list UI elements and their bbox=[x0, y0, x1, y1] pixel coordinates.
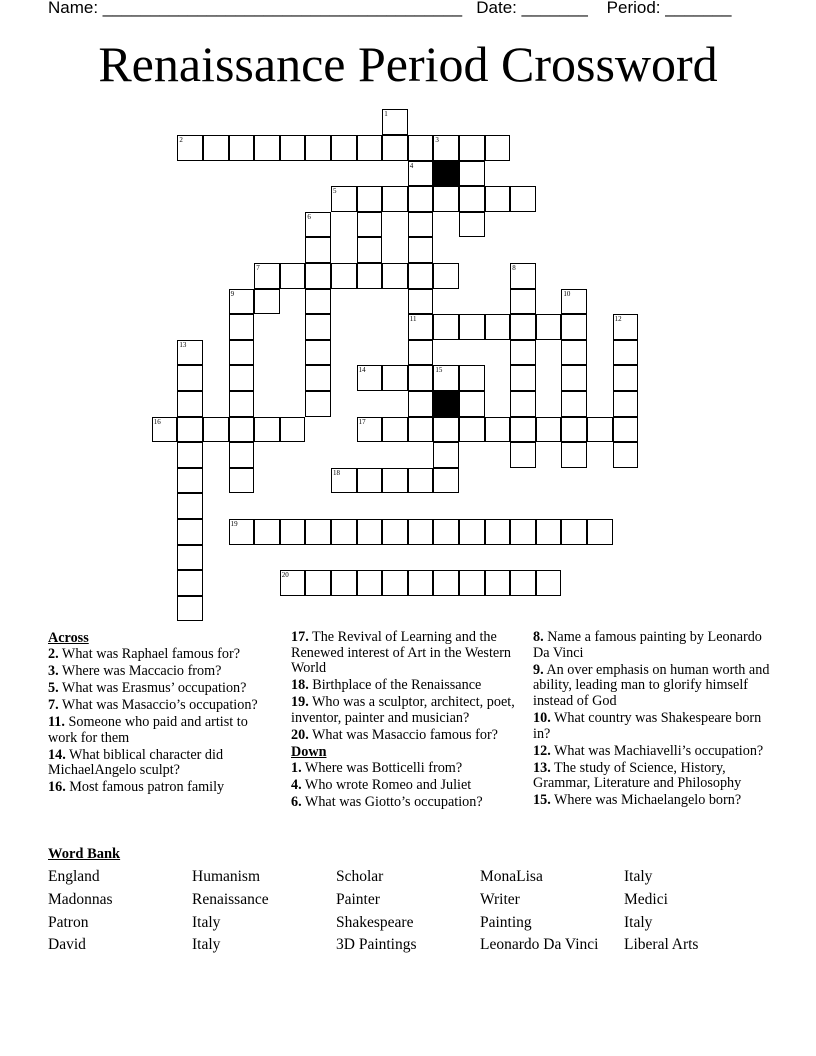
grid-cell[interactable] bbox=[305, 263, 331, 289]
grid-cell[interactable] bbox=[408, 365, 434, 391]
grid-cell[interactable] bbox=[587, 417, 613, 443]
grid-cell[interactable] bbox=[305, 237, 331, 263]
clue-item-number: 20. bbox=[291, 727, 309, 744]
grid-cell[interactable] bbox=[177, 570, 203, 596]
clue-item bbox=[291, 695, 523, 726]
grid-cell[interactable] bbox=[203, 135, 229, 161]
clue-item bbox=[48, 780, 276, 796]
clue-item-text: An over emphasis on human worth and ability, leading man to glorify himself instead of God bbox=[533, 661, 770, 709]
grid-cell[interactable] bbox=[459, 519, 485, 545]
clue-number: 10 bbox=[563, 289, 571, 298]
clue-item-text: Where was Botticelli from? bbox=[301, 759, 463, 776]
grid-cell[interactable] bbox=[382, 109, 408, 135]
grid-cell[interactable] bbox=[280, 417, 306, 443]
clue-item-text: Someone who paid and artist to work for them bbox=[48, 713, 248, 746]
clue-item-number: 14. bbox=[48, 746, 66, 763]
grid-cell[interactable] bbox=[433, 442, 459, 468]
clue-number: 6 bbox=[307, 212, 311, 221]
grid-cell[interactable] bbox=[357, 263, 383, 289]
grid-cell[interactable] bbox=[408, 289, 434, 315]
word-bank-word: Patron bbox=[48, 914, 89, 931]
clue-item-number: 6. bbox=[291, 793, 302, 810]
grid-cell[interactable] bbox=[408, 186, 434, 212]
grid-cell[interactable] bbox=[408, 135, 434, 161]
grid-cell[interactable] bbox=[408, 237, 434, 263]
grid-cell[interactable] bbox=[229, 135, 255, 161]
grid-cell[interactable] bbox=[408, 391, 434, 417]
grid-cell[interactable] bbox=[357, 237, 383, 263]
grid-cell[interactable] bbox=[254, 417, 280, 443]
grid-cell[interactable] bbox=[433, 135, 459, 161]
grid-cell[interactable] bbox=[177, 391, 203, 417]
grid-cell[interactable] bbox=[510, 263, 536, 289]
clue-item bbox=[48, 715, 276, 746]
grid-cell[interactable] bbox=[408, 263, 434, 289]
clue-number: 7 bbox=[256, 264, 260, 272]
grid-cell[interactable] bbox=[382, 365, 408, 391]
grid-cell[interactable] bbox=[459, 186, 485, 212]
grid-cell[interactable] bbox=[305, 365, 331, 391]
grid-cell[interactable] bbox=[433, 365, 459, 391]
word-bank-word: Shakespeare bbox=[336, 914, 414, 931]
grid-cell[interactable] bbox=[408, 212, 434, 238]
down-clue-list bbox=[291, 761, 523, 811]
grid-cell[interactable] bbox=[254, 519, 280, 545]
clue-item-text: Most famous patron family bbox=[65, 779, 225, 796]
page-title: Renaissance Period Crossword bbox=[98, 36, 718, 92]
clue-item-text: What country was Shakespeare born in? bbox=[533, 709, 762, 742]
word-bank-word: David bbox=[48, 936, 86, 953]
grid-cell-black bbox=[433, 161, 459, 187]
clue-item bbox=[291, 778, 523, 794]
word-bank-title: Word Bank bbox=[48, 846, 121, 862]
word-bank-word: Painter bbox=[336, 891, 380, 908]
grid-cell[interactable] bbox=[510, 442, 536, 468]
clue-item bbox=[533, 663, 773, 710]
grid-cell[interactable] bbox=[382, 570, 408, 596]
grid-cell[interactable] bbox=[561, 442, 587, 468]
grid-cell[interactable] bbox=[254, 289, 280, 315]
clue-item-text: What was Erasmus’ occupation? bbox=[58, 679, 247, 696]
grid-cell[interactable] bbox=[510, 289, 536, 315]
clue-item-number: 13. bbox=[533, 759, 551, 776]
grid-cell[interactable] bbox=[382, 135, 408, 161]
grid-cell[interactable] bbox=[280, 519, 306, 545]
grid-cell[interactable] bbox=[485, 135, 511, 161]
grid-cell[interactable] bbox=[382, 417, 408, 443]
grid-cell[interactable] bbox=[613, 365, 639, 391]
clue-item-text: The Revival of Learning and the Renewed interest of Art in the Western World bbox=[291, 629, 512, 677]
word-bank-word: Leonardo Da Vinci bbox=[480, 936, 599, 953]
grid-cell[interactable] bbox=[459, 417, 485, 443]
word-bank-word: Renaissance bbox=[192, 891, 269, 908]
clue-item bbox=[533, 630, 773, 661]
down-clue-list-continued bbox=[533, 630, 773, 809]
grid-cell[interactable] bbox=[536, 519, 562, 545]
grid-cell[interactable] bbox=[510, 340, 536, 366]
grid-cell[interactable] bbox=[280, 135, 306, 161]
grid-cell[interactable] bbox=[280, 263, 306, 289]
across-clue-list bbox=[48, 647, 276, 796]
grid-cell[interactable] bbox=[177, 365, 203, 391]
clue-item-number: 11. bbox=[48, 713, 65, 730]
grid-cell[interactable] bbox=[382, 186, 408, 212]
grid-cell[interactable] bbox=[561, 391, 587, 417]
grid-cell[interactable] bbox=[561, 340, 587, 366]
clue-item-number: 2. bbox=[48, 645, 59, 662]
grid-cell[interactable] bbox=[305, 519, 331, 545]
clue-item bbox=[48, 664, 276, 680]
clue-number: 13 bbox=[179, 340, 187, 349]
grid-cell[interactable] bbox=[152, 417, 178, 443]
grid-cell[interactable] bbox=[177, 545, 203, 571]
grid-cell[interactable] bbox=[536, 417, 562, 443]
grid-cell[interactable] bbox=[357, 186, 383, 212]
grid-cell[interactable] bbox=[510, 186, 536, 212]
grid-cell[interactable] bbox=[177, 442, 203, 468]
grid-cell[interactable] bbox=[408, 417, 434, 443]
grid-cell[interactable] bbox=[229, 391, 255, 417]
word-bank-word: Scholar bbox=[336, 868, 384, 885]
grid-cell[interactable] bbox=[408, 468, 434, 494]
grid-cell[interactable] bbox=[561, 365, 587, 391]
grid-cell[interactable] bbox=[254, 263, 280, 289]
clue-number: 14 bbox=[358, 366, 366, 375]
grid-cell[interactable] bbox=[510, 519, 536, 545]
clue-item-number: 3. bbox=[48, 662, 59, 679]
clue-number: 18 bbox=[333, 468, 340, 477]
grid-cell[interactable] bbox=[203, 417, 229, 443]
clue-item-number: 9. bbox=[533, 661, 544, 678]
grid-cell[interactable] bbox=[485, 519, 511, 545]
across-heading: Across bbox=[48, 630, 89, 646]
grid-cell[interactable] bbox=[408, 519, 434, 545]
grid-cell[interactable] bbox=[305, 391, 331, 417]
grid-cell[interactable] bbox=[459, 135, 485, 161]
grid-cell[interactable] bbox=[357, 468, 383, 494]
clue-item-text: Who was a sculptor, architect, poet, inventor, painter and musician? bbox=[291, 694, 515, 726]
clue-item bbox=[48, 748, 276, 779]
clue-item bbox=[533, 793, 773, 809]
grid-cell[interactable] bbox=[229, 340, 255, 366]
down-heading: Down bbox=[291, 744, 327, 761]
grid-cell[interactable] bbox=[433, 519, 459, 545]
grid-cell[interactable] bbox=[382, 263, 408, 289]
clue-number: 9 bbox=[230, 289, 235, 298]
clue-item-text: Who wrote Romeo and Juliet bbox=[301, 776, 472, 793]
clue-item-number: 8. bbox=[533, 629, 544, 645]
grid-cell[interactable] bbox=[433, 314, 459, 340]
grid-cell[interactable] bbox=[357, 519, 383, 545]
clue-item-number: 15. bbox=[533, 792, 551, 809]
grid-cell[interactable] bbox=[177, 340, 203, 366]
clue-number: 4 bbox=[409, 161, 414, 170]
grid-cell[interactable] bbox=[613, 314, 639, 340]
grid-cell[interactable] bbox=[459, 365, 485, 391]
clue-item-text: What was Giotto’s occupation? bbox=[301, 793, 483, 810]
grid-cell[interactable] bbox=[357, 417, 383, 443]
grid-cell[interactable] bbox=[613, 442, 639, 468]
clue-item-number: 18. bbox=[291, 677, 309, 694]
clue-item bbox=[533, 761, 773, 792]
grid-cell[interactable] bbox=[331, 186, 357, 212]
clue-item bbox=[291, 795, 523, 811]
clue-item-text: What was Machiavelli’s occupation? bbox=[550, 742, 764, 759]
grid-cell[interactable] bbox=[613, 340, 639, 366]
clue-number: 2 bbox=[179, 136, 183, 144]
clue-item-number: 10. bbox=[533, 709, 551, 726]
grid-cell[interactable] bbox=[613, 391, 639, 417]
clue-number: 20 bbox=[281, 571, 289, 580]
grid-cell[interactable] bbox=[485, 570, 511, 596]
grid-cell[interactable] bbox=[331, 135, 357, 161]
clue-number: 1 bbox=[384, 110, 388, 119]
clue-number: 11 bbox=[409, 315, 417, 324]
clue-item-number: 4. bbox=[291, 776, 302, 793]
clue-number: 3 bbox=[435, 136, 439, 144]
word-bank-word: Italy bbox=[624, 868, 653, 885]
clues-column-1 bbox=[48, 630, 276, 797]
grid-cell[interactable] bbox=[433, 186, 459, 212]
grid-cell[interactable] bbox=[459, 314, 485, 340]
clue-item-text: Where was Michaelangelo born? bbox=[550, 792, 742, 809]
word-bank-word: Medici bbox=[624, 891, 668, 908]
grid-cell[interactable] bbox=[510, 314, 536, 340]
clue-item bbox=[48, 647, 276, 663]
grid-cell-black bbox=[433, 391, 459, 417]
clue-number: 5 bbox=[333, 187, 337, 196]
grid-cell[interactable] bbox=[305, 570, 331, 596]
clue-item bbox=[533, 711, 773, 742]
clue-item-text: The study of Science, History, Grammar, Literature and Philosophy bbox=[533, 759, 742, 792]
grid-cell[interactable] bbox=[382, 468, 408, 494]
grid-cell[interactable] bbox=[510, 417, 536, 443]
clue-item-text: What was Masaccio’s occupation? bbox=[58, 696, 258, 713]
clue-item bbox=[291, 761, 523, 777]
grid-cell[interactable] bbox=[357, 570, 383, 596]
grid-cell[interactable] bbox=[408, 340, 434, 366]
clue-number: 19 bbox=[230, 520, 238, 528]
grid-cell[interactable] bbox=[536, 314, 562, 340]
grid-cell[interactable] bbox=[561, 417, 587, 443]
grid-cell[interactable] bbox=[229, 442, 255, 468]
clue-item-text: Name a famous painting by Leonardo Da Vinci bbox=[533, 629, 762, 661]
word-bank-word: Humanism bbox=[192, 868, 261, 885]
grid-cell[interactable] bbox=[254, 135, 280, 161]
grid-cell[interactable] bbox=[408, 314, 434, 340]
clue-item-number: 16. bbox=[48, 779, 66, 796]
clue-number: 12 bbox=[614, 315, 622, 324]
across-clue-list-continued bbox=[291, 630, 523, 744]
clue-item-text: What was Masaccio famous for? bbox=[308, 727, 498, 744]
header-fields: Name: ______________________________________ Date: _______ Period: _______ bbox=[48, 0, 732, 17]
clue-item bbox=[48, 698, 276, 714]
grid-cell[interactable] bbox=[485, 417, 511, 443]
grid-cell[interactable] bbox=[587, 519, 613, 545]
word-bank-word: Painting bbox=[480, 914, 532, 931]
grid-cell[interactable] bbox=[357, 212, 383, 238]
grid-cell[interactable] bbox=[305, 212, 331, 238]
word-bank-word: Madonnas bbox=[48, 891, 113, 908]
grid-cell[interactable] bbox=[305, 340, 331, 366]
clue-item-number: 19. bbox=[291, 694, 309, 711]
grid-cell[interactable] bbox=[510, 365, 536, 391]
clues-column-2 bbox=[291, 630, 523, 812]
grid-cell[interactable] bbox=[433, 263, 459, 289]
grid-cell[interactable] bbox=[433, 468, 459, 494]
grid-cell[interactable] bbox=[229, 289, 255, 315]
grid-cell[interactable] bbox=[510, 391, 536, 417]
grid-cell[interactable] bbox=[331, 263, 357, 289]
clue-item-number: 12. bbox=[533, 742, 551, 759]
grid-cell[interactable] bbox=[229, 468, 255, 494]
grid-cell[interactable] bbox=[177, 135, 203, 161]
grid-cell[interactable] bbox=[229, 314, 255, 340]
clue-item bbox=[291, 630, 523, 677]
grid-cell[interactable] bbox=[459, 570, 485, 596]
grid-cell[interactable] bbox=[331, 519, 357, 545]
clues-column-3 bbox=[533, 630, 773, 811]
word-bank-word: Liberal Arts bbox=[624, 936, 699, 953]
grid-cell[interactable] bbox=[177, 519, 203, 545]
clue-item-text: Where was Maccacio from? bbox=[58, 662, 222, 679]
clue-item-number: 17. bbox=[291, 629, 309, 645]
clue-item-text: Birthplace of the Renaissance bbox=[308, 677, 482, 694]
grid-cell[interactable] bbox=[561, 289, 587, 315]
grid-cell[interactable] bbox=[229, 519, 255, 545]
grid-cell[interactable] bbox=[459, 391, 485, 417]
grid-cell[interactable] bbox=[536, 570, 562, 596]
clue-item bbox=[291, 678, 523, 694]
clue-item bbox=[291, 728, 523, 744]
word-bank-word: Italy bbox=[624, 914, 653, 931]
grid-cell[interactable] bbox=[280, 570, 306, 596]
grid-cell[interactable] bbox=[485, 314, 511, 340]
grid-cell[interactable] bbox=[485, 186, 511, 212]
clue-number: 16 bbox=[153, 417, 161, 426]
word-bank-word: Italy bbox=[192, 936, 221, 953]
word-bank-word: Italy bbox=[192, 914, 221, 931]
grid-cell[interactable] bbox=[357, 365, 383, 391]
grid-cell[interactable] bbox=[433, 570, 459, 596]
grid-cell[interactable] bbox=[459, 161, 485, 187]
grid-cell[interactable] bbox=[177, 493, 203, 519]
clue-number: 8 bbox=[512, 264, 516, 272]
word-bank-word: 3D Paintings bbox=[336, 936, 417, 953]
grid-cell[interactable] bbox=[459, 212, 485, 238]
clue-number: 15 bbox=[435, 366, 443, 375]
grid-cell[interactable] bbox=[229, 365, 255, 391]
grid-cell[interactable] bbox=[177, 468, 203, 494]
grid-cell[interactable] bbox=[561, 314, 587, 340]
grid-cell[interactable] bbox=[382, 519, 408, 545]
grid-cell[interactable] bbox=[510, 570, 536, 596]
grid-cell[interactable] bbox=[177, 417, 203, 443]
clue-item bbox=[533, 744, 773, 760]
grid-cell[interactable] bbox=[331, 468, 357, 494]
clue-item bbox=[48, 681, 276, 697]
grid-cell[interactable] bbox=[408, 570, 434, 596]
grid-cell[interactable] bbox=[331, 570, 357, 596]
clue-item-number: 5. bbox=[48, 679, 59, 696]
clue-item-number: 7. bbox=[48, 696, 59, 713]
word-bank-word: MonaLisa bbox=[480, 868, 543, 885]
grid-cell[interactable] bbox=[357, 135, 383, 161]
grid-cell[interactable] bbox=[433, 417, 459, 443]
clue-item-number: 1. bbox=[291, 759, 302, 776]
grid-cell[interactable] bbox=[305, 135, 331, 161]
grid-cell[interactable] bbox=[177, 596, 203, 622]
word-bank-word: England bbox=[48, 868, 100, 885]
grid-cell[interactable] bbox=[561, 519, 587, 545]
clue-item-text: What was Raphael famous for? bbox=[58, 645, 240, 662]
clue-number: 17 bbox=[358, 417, 366, 426]
word-bank-word: Writer bbox=[480, 891, 520, 908]
grid-cell[interactable] bbox=[408, 161, 434, 187]
grid-cell[interactable] bbox=[229, 417, 255, 443]
grid-cell[interactable] bbox=[613, 417, 639, 443]
grid-cell[interactable] bbox=[305, 289, 331, 315]
clue-item-text: What biblical character did MichaelAngelo sculpt? bbox=[48, 746, 224, 779]
grid-cell[interactable] bbox=[305, 314, 331, 340]
